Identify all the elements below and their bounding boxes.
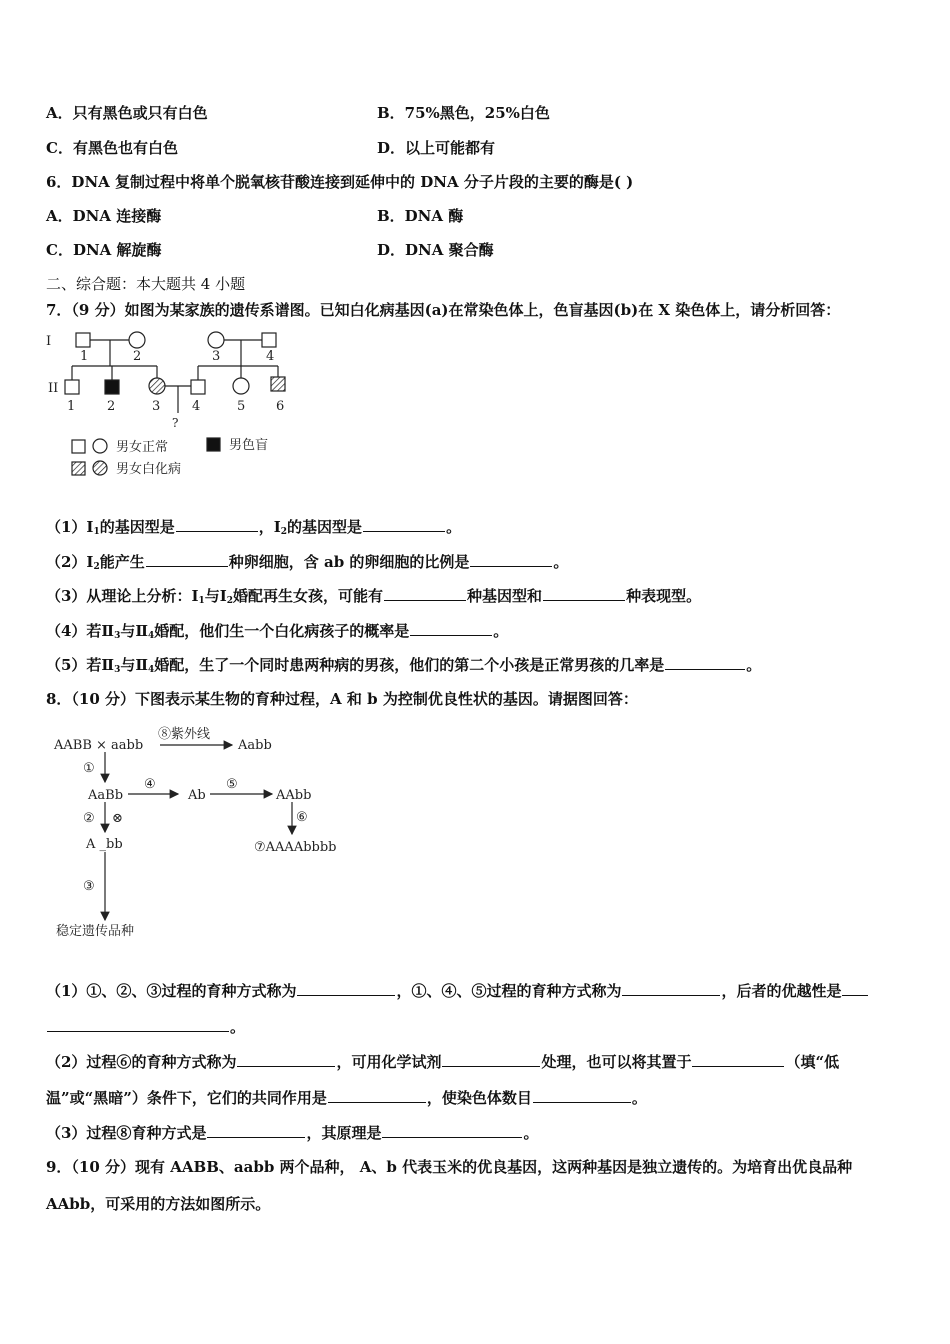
pedigree-num: 4	[192, 399, 201, 414]
answer-blank[interactable]	[384, 586, 466, 601]
q6-option-a: A．DNA 连接酶	[46, 207, 162, 225]
q8-sub1: （1）①、②、③过程的育种方式称为 ，①、④、⑤过程的育种方式称为 ，后者的优越性是	[46, 980, 869, 1001]
pedigree-II4-male	[191, 380, 205, 394]
pedigree-unknown-child: ?	[172, 416, 179, 430]
pedigree-gen-I-label: I	[46, 334, 52, 349]
section-heading: 二、综合题：本大题共 4 小题	[46, 275, 246, 293]
legend-albino-female-icon	[93, 461, 107, 475]
q8-sub2-cont: 温”或“黑暗”）条件下，它们的共同作用是 ，使染色体数目 。	[46, 1089, 647, 1107]
pedigree-chart	[40, 328, 300, 488]
pedigree-II3-albino	[149, 378, 165, 394]
pedigree-II6-albino	[271, 377, 285, 391]
q6-option-c: C．DNA 解旋酶	[46, 241, 162, 259]
diagram-hybrid: AaBb	[88, 788, 124, 803]
answer-blank[interactable]	[410, 621, 492, 636]
answer-blank[interactable]	[470, 552, 552, 567]
q5-option-c: C．有黑色也有白色	[46, 139, 178, 157]
legend-normal-male-icon	[72, 440, 85, 453]
answer-blank[interactable]	[622, 981, 720, 996]
legend-normal-female-icon	[93, 439, 107, 453]
answer-blank[interactable]	[207, 1123, 305, 1138]
legend-albino-label: 男女白化病	[116, 462, 182, 477]
diagram-step4: ④	[144, 777, 156, 792]
diagram-step1: ①	[83, 761, 95, 776]
answer-blank[interactable]	[442, 1052, 540, 1067]
diagram-a-bb: A _bb	[86, 837, 123, 852]
q7-sub3: （3）从理论上分析：$Ⅰ_1$与$Ⅰ_2$婚配再生女孩，可能有 种基因型和 种表现型。	[46, 587, 702, 606]
pedigree-II2-colorblind	[105, 380, 119, 394]
diagram-aabb-result: Aabb	[238, 738, 272, 753]
answer-blank[interactable]	[543, 586, 625, 601]
q9-stem-line1: 9．（10 分）现有 AABB、aabb 两个品种， A、b 代表玉米的优良基因，这两种基因是独立遗传的。为培育出优良品种	[46, 1158, 853, 1176]
answer-blank[interactable]	[297, 981, 395, 996]
answer-blank[interactable]	[176, 517, 258, 532]
q8-stem: 8．（10 分）下图表示某生物的育种过程，A 和 b 为控制优良性状的基因。请据图回答：	[46, 690, 638, 708]
q6-option-d: D．DNA 聚合酶	[377, 241, 494, 259]
diagram-aabb2: AAbb	[276, 788, 312, 803]
q5-option-b: B．75%黑色，25%白色	[377, 104, 550, 122]
legend-normal-label: 男女正常	[116, 440, 169, 455]
q6-option-b: B．DNA 酶	[377, 207, 464, 225]
q7-sub5: （5）若$Ⅱ_3$与$Ⅱ_4$婚配，生了一个同时患两种病的男孩，他们的第二个小孩是正常男孩的几率是 。	[46, 656, 762, 675]
diagram-step5: ⑤	[226, 777, 238, 792]
pedigree-num: 3	[152, 399, 161, 414]
pedigree-num: 2	[133, 349, 142, 364]
pedigree-num: 5	[237, 399, 246, 414]
q5-option-a: A．只有黑色或只有白色	[46, 104, 208, 122]
pedigree-num: 1	[67, 399, 76, 414]
pedigree-num: 4	[266, 349, 275, 364]
answer-blank[interactable]	[692, 1052, 784, 1067]
q8-sub2: （2）过程⑥的育种方式称为 ，可用化学试剂 处理，也可以将其置于 （填“低	[46, 1053, 840, 1071]
answer-blank[interactable]	[382, 1123, 522, 1138]
q8-sub1-cont: 。	[46, 1016, 245, 1037]
answer-blank[interactable]	[328, 1088, 426, 1103]
pedigree-num: 6	[276, 399, 285, 414]
q7-sub1: $(1)Ⅰ_1$的基因型是 ，$Ⅰ_2$的基因型是 。	[46, 518, 462, 537]
breeding-diagram	[50, 722, 350, 947]
answer-blank[interactable]	[533, 1088, 631, 1103]
q8-sub3: （3）过程⑧育种方式是 ，其原理是 。	[46, 1124, 539, 1142]
answer-blank[interactable]	[237, 1052, 335, 1067]
q5-option-d: D．以上可能都有	[377, 139, 496, 157]
answer-blank[interactable]	[842, 981, 868, 996]
diagram-cross: AABB × aabb	[54, 738, 144, 753]
diagram-selfing-icon: ⊗	[112, 811, 123, 826]
answer-blank[interactable]	[363, 517, 445, 532]
q9-stem-line2: AAbb，可采用的方法如图所示。	[46, 1195, 271, 1213]
diagram-ab: Ab	[188, 788, 206, 803]
answer-blank[interactable]	[146, 552, 228, 567]
pedigree-I4-male	[262, 333, 276, 347]
q6-stem: 6．DNA 复制过程中将单个脱氧核苷酸连接到延伸中的 DNA 分子片段的主要的酶是( )	[46, 173, 634, 191]
pedigree-num: 1	[80, 349, 89, 364]
pedigree-II1-male	[65, 380, 79, 394]
pedigree-II5-female	[233, 378, 249, 394]
q7-sub2: $(2)Ⅰ_2$能产生 种卵细胞，含 ab 的卵细胞的比例是 。	[46, 553, 569, 572]
diagram-tetraploid: ⑦AAAAbbbb	[254, 840, 337, 855]
diagram-step6: ⑥	[296, 810, 308, 825]
q7-sub4: （4）若$Ⅱ_3$与$Ⅱ_4$婚配，他们生一个白化病孩子的概率是 。	[46, 622, 509, 641]
diagram-step8: ⑧紫外线	[158, 727, 211, 742]
diagram-step2: ②	[83, 811, 95, 826]
pedigree-gen-II-label: II	[48, 381, 59, 396]
diagram-step3: ③	[83, 879, 95, 894]
legend-albino-male-icon	[72, 462, 85, 475]
answer-blank[interactable]	[47, 1017, 229, 1032]
pedigree-I1-male	[76, 333, 90, 347]
q7-stem: 7．（9 分）如图为某家族的遗传系谱图。已知白化病基因(a)在常染色体上，色盲基因(b)在 X 染色体上，请分析回答：	[46, 301, 841, 319]
pedigree-I2-female	[129, 332, 145, 348]
pedigree-I3-female	[208, 332, 224, 348]
pedigree-num: 2	[107, 399, 116, 414]
legend-colorblind-icon	[207, 438, 220, 451]
pedigree-num: 3	[212, 349, 221, 364]
answer-blank[interactable]	[665, 655, 745, 670]
diagram-stable-variety: 稳定遗传品种	[56, 924, 135, 939]
legend-colorblind-label: 男色盲	[229, 438, 269, 453]
